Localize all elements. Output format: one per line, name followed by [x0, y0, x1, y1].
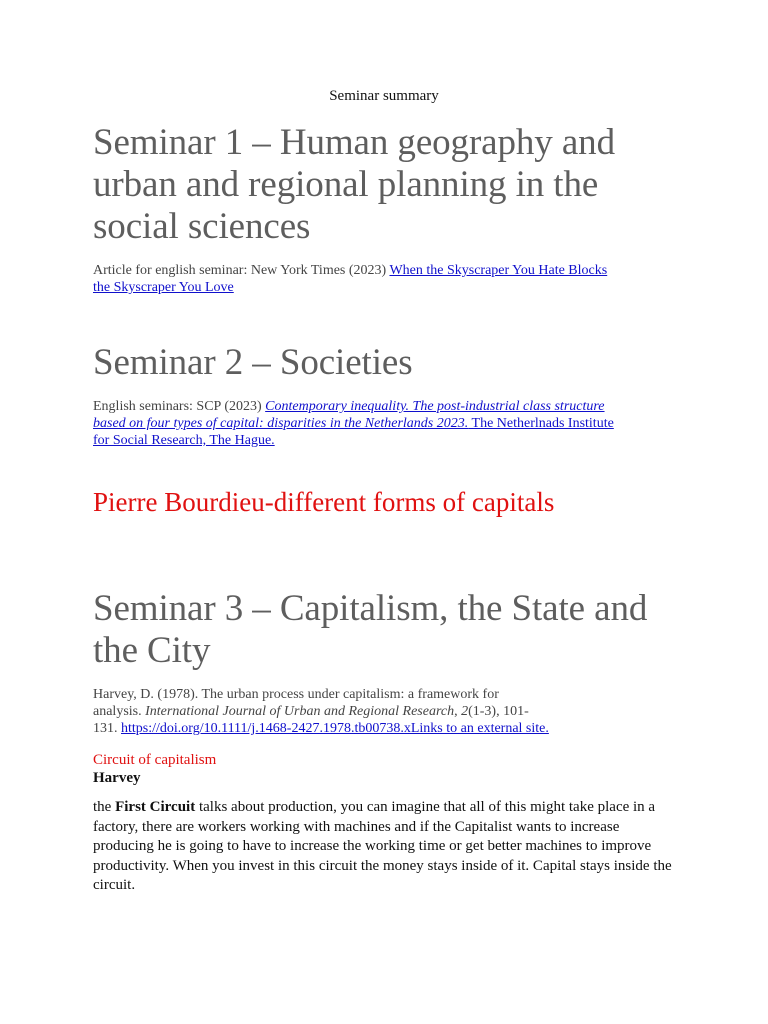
scp-inequality-link[interactable]: Contemporary inequality. The post-industrial class structure based on four types of capital: disparities in the Netherlands 2023. The Netherlnads Institute for Social Research, The Hague.	[93, 399, 614, 448]
bourdieu-heading: Pierre Bourdieu-different forms of capitals	[93, 487, 555, 517]
seminar-2-heading: Seminar 2 – Societies	[93, 342, 413, 383]
document-title: Seminar summary	[329, 88, 439, 104]
harvey-label: Harvey	[93, 770, 141, 786]
seminar-2-reference	[93, 398, 683, 449]
seminar-3-heading: Seminar 3 – Capitalism, the State and the City	[93, 588, 648, 671]
first-circuit-term: First Circuit	[115, 799, 196, 815]
circuit-of-capitalism-label: Circuit of capitalism	[93, 752, 217, 768]
seminar-2-ref-prefix: English seminars: SCP (2023)	[93, 399, 266, 414]
harvey-doi-link[interactable]: https://doi.org/10.1111/j.1468-2427.1978.tb00738.xLinks to an external site.	[121, 721, 549, 736]
seminar-1-article-reference	[93, 262, 678, 296]
skyscraper-article-link[interactable]: When the Skyscraper You Hate Blocks the Skyscraper You Love	[93, 263, 608, 295]
seminar-1-article-prefix: Article for english seminar: New York Times (2023)	[93, 263, 390, 278]
seminar-1-heading: Seminar 1 – Human geography and urban and regional planning in the social sciences	[93, 122, 615, 247]
first-circuit-paragraph: the First Circuit talks about production, you can imagine that all of this might take place in a factory, there are workers working with machines and if the Capitalist wants to increase producing he is going to have to increase the working time or get better machines to improve productivity. When you invest in this circuit the money stays inside of it. Capital stays inside the circuit.	[93, 799, 672, 893]
harvey-citation: Harvey, D. (1978). The urban process under capitalism: a framework for analysis. International Journal of Urban and Regional Research, 2(1-3), 101- 131. https://doi.org/10.1111/j.1468-2427.1978.tb00738.xLinks to an external site.	[93, 687, 549, 736]
